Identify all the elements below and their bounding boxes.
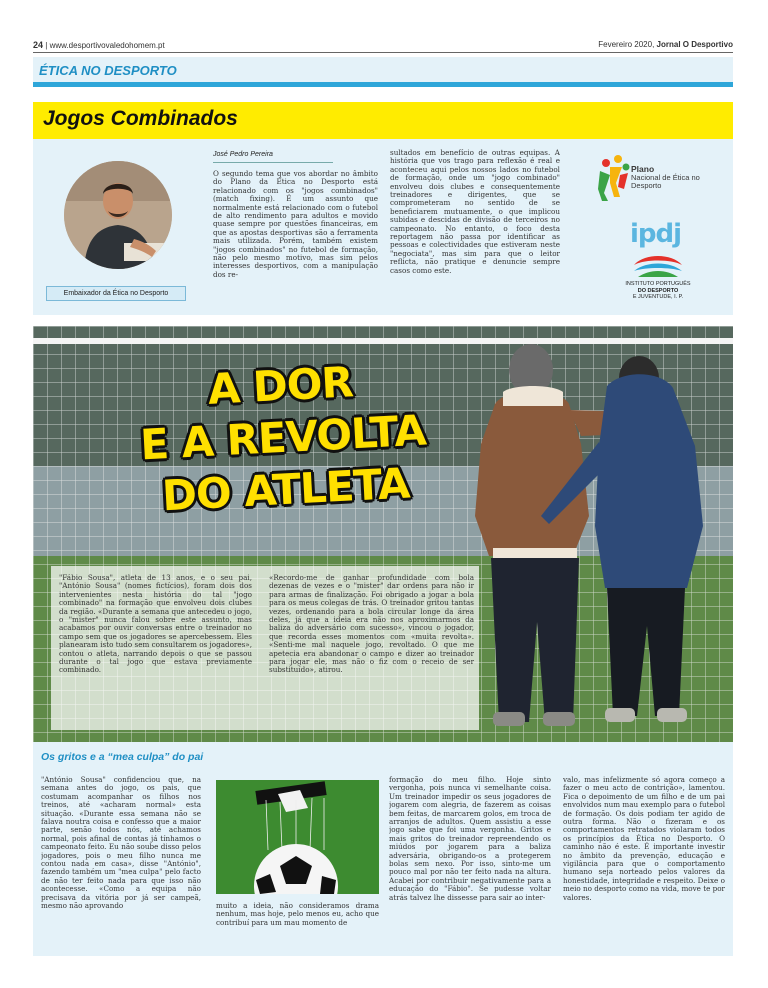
plano-etica-text — [631, 165, 700, 190]
lower-column-4: valo, mas infelizmente só agora começo a fazer o meu acto de contrição», lamentou. Fica o depoimento de um filho e de um pai envolvidos num mau exemplo para o futebol de formação. Os dois podiam ter agido de outra forma. Não o fizeram e os comportamentos retratados violaram todos os princípios da Ética no Desporto. O caminho não é este. É importante investir no âmbito da prevenção, educação e vigilância para que o comportamento humano seja norteado pelos valores da honestidade, integridade e respeito. Deixe o meio no desporto como na vida, move te por valores. — [563, 776, 725, 902]
website-link[interactable]: www.desportivovaledohomem.pt — [49, 41, 165, 50]
ipdj-line-1: INSTITUTO PORTUGUÊS — [625, 281, 691, 287]
hero-column-1: "Fábio Sousa", atleta de 13 anos, e o seu pai, "António Sousa" (nomes fictícios), foram dois dos intervenientes nesta história do tal "jogo combinado" na formação que envolveu dois clubes da região. «Durante a semana que antecedeu o jogo, o "mister" nunca falou sobre este assunto, mas acabamos por ouvir conversas entre o treinador no campo sem que os jogadores se apercebessem. Eles planearam isto tudo sem consultarem os jogadores», contou o atleta, narrando depois o que se passou durante o tal jogo que estava previamente combinado. — [59, 574, 252, 675]
plano-line-2: Nacional de Ética no — [631, 173, 700, 182]
author-photo — [64, 161, 172, 269]
header-separator: | — [45, 41, 48, 50]
page-number: 24 — [33, 40, 44, 50]
lower-section — [33, 742, 733, 956]
headline-line-3: DO ATLETA — [160, 458, 411, 521]
hero-photo — [33, 326, 733, 742]
ipdj-name — [613, 281, 703, 301]
header-right — [598, 40, 733, 49]
page-header — [33, 38, 733, 52]
plano-line-1: Plano — [631, 164, 655, 174]
hero-column-2: «Recordo-me de ganhar profundidade com bola dezenas de vezes e o "mister" dar ordens para não ir para armas de finalização. Foi obrigado a jogar a bola para os meus colegas de trás. O treinador gritou tantas vezes, ordenando para a bola circular longe da área deles, já que a ideia era não nos aproximarmos da baliza do adversário com sucesso», vincou o jogador, que recorda esses momentos com «muita revolta». «Senti-me mal naquele jogo, revoltado. O que me apetecia era abandonar o campo e dizer ao treinador para jogar ele, mas não o fiz com o receio de ser substituído», atirou. — [269, 574, 474, 675]
author-byline: José Pedro Pereira — [213, 151, 273, 158]
intro-column-2: sultados em benefício de outras equipas. A história que vos trago para reflexão é real e aconteceu aqui pelos nossos lados no futebol de formação, onde um "jogo combinado" envolveu dois clubes e consequentemente treinadores e dirigentes, que se comprometeram no sentido de se beneficiarem mutuamente, o que implicou subidas e descidas de divisão de terceiros no campeonato. No entanto, o foco desta reportagem não passa por identificar as pessoas e colectividades que estiveram neste "negociata", mas sim para que o leitor reflicta, não pratique e denuncie sempre casos como este. — [390, 149, 560, 275]
headline — [109, 351, 457, 525]
photo-caption: Embaixador da Ética no Desporto — [46, 286, 186, 301]
lower-column-2: muito a ideia, não consideramos drama nenhum, mas hoje, pelo menos eu, acho que contribuí para um mau momento de — [216, 902, 379, 927]
column-title-bar — [33, 102, 733, 139]
header-divider — [33, 52, 733, 53]
ipdj-line-2: DO DESPORTO — [637, 287, 679, 294]
plano-etica-logo — [598, 153, 718, 209]
headline-line-2: E A REVOLTA — [139, 405, 427, 470]
intro-panel — [33, 139, 733, 315]
section-bar — [33, 57, 733, 87]
header-left — [33, 40, 165, 50]
ipdj-wordmark: ipdj — [630, 219, 682, 249]
intro-column-1: O segundo tema que vos abordar no âmbito do Plano da Ética no Desporto está relacionado com os "jogos combinados" (match fixing). É um assunto que normalmente está relacionado com o futebol de alto rendimento para adultos e movido quase sempre por questões financeiras, em que as apostas desportivas são a ferramenta mais utilizada. Porém, também existem "jogos combinados" no futebol de formação, não pelo mesmo motivo, mas sim pelos interesses desportivos, com a manipulação dos re- — [213, 170, 378, 279]
puppet-ball-illustration — [216, 780, 379, 894]
column-title: Jogos Combinados — [43, 107, 238, 130]
subheading: Os gritos e a “mea culpa” do pai — [41, 751, 204, 763]
ipdj-swoosh-icon — [632, 249, 684, 279]
publication-name: Jornal O Desportivo — [656, 40, 733, 49]
headline-line-1: A DOR — [206, 357, 354, 414]
issue-date: Fevereiro 2020, — [598, 40, 655, 49]
lower-column-3: formação do meu filho. Hoje sinto vergonha, pois nunca vi semelhante coisa. Um treinador impedir os seus jogadores de jogarem com alegria, de fazerem as coisas bem feitas, de marcarem golos, em troca de arranjos de adultos. Quem assistiu a esse jogo sabe que foi uma vergonha. Gritos e mais gritos do treinador repreendendo os miúdos por jogarem para a baliza adversária, obrigando-os a protegerem bolas sem nexo. Por isso, sinto-me um pouco mal por não ter feito nada na altura. Acabei por contribuir negativamente para a educação do "Fábio". Se pudesse voltar atrás talvez lhe dissesse para sair ao inter- — [389, 776, 551, 902]
byline-divider — [213, 162, 333, 163]
hero-text-box — [51, 566, 479, 730]
plano-line-3: Desporto — [631, 181, 662, 190]
ipdj-line-3: E JUVENTUDE, I. P. — [632, 294, 684, 300]
section-label: ÉTICA NO DESPORTO — [39, 63, 177, 78]
lower-column-1: "António Sousa" confidenciou que, na semana antes do jogo, os pais, que costumam acompanhar os filhos nos treinos, até «acharam normal» esta situação. «Durante essa semana não se falava noutra coisa e confesso que a maior parte, senão todos nós, até achamos normal, pois afinal de contas já tínhamos o campeonato feito. Eu não soube disso pelos jogadores, pois o meu filho nunca me contou nada em casa», disse "António", fazendo também um "mea culpa" pelo facto de não ter feito nada para que isso não acontecesse. «Como a equipa não precisava da vitória por já ser campeã, mesmo não aprovando — [41, 776, 201, 911]
plano-etica-figure-icon — [598, 153, 630, 203]
ipdj-logo — [618, 219, 698, 311]
